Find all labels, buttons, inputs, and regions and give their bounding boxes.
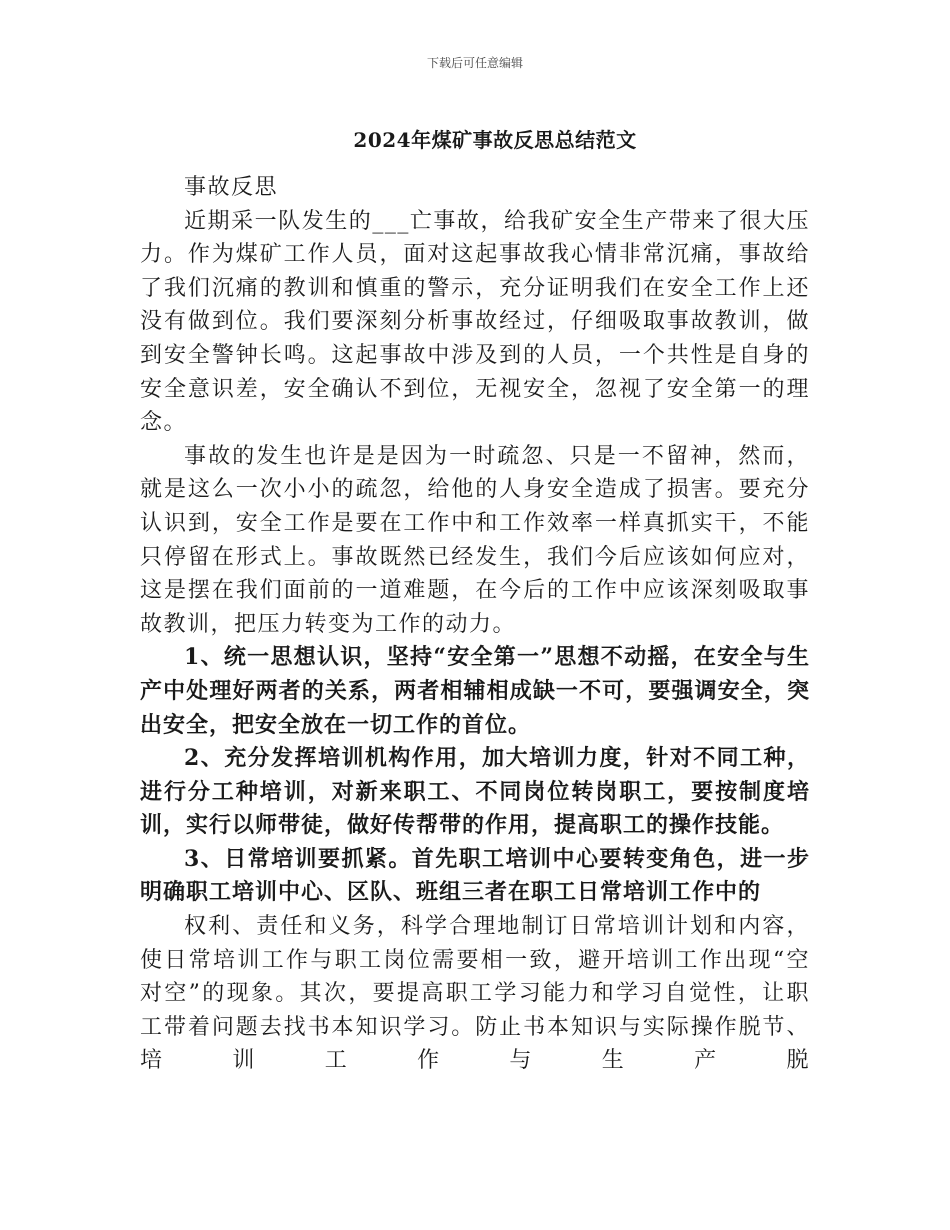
continuation-paragraph: 权利、责任和义务，科学合理地制订日常培训计划和内容，使日常培训工作与职工岗位需要相一致，避开培训工作出现“空对空”的现象。其次，要提高职工学习能力和学习自觉性，让职工带着问题去找书本知识学习。防止书本知识与实际操作脱节、培训工作与生产脱 <box>140 914 810 1074</box>
bold-point-1: 1、统一思想认识，坚持“安全第一”思想不动摇，在安全与生产中处理好两者的关系，两者相辅相成缺一不可，要强调安全，突出安全，把安全放在一切工作的首位。 <box>140 644 810 738</box>
header-note: 下载后可任意编辑 <box>426 56 523 70</box>
section-heading: 事故反思 <box>184 175 279 200</box>
paragraph-2: 事故的发生也许是是因为一时疏忽、只是一不留神，然而，就是这么一次小小的疏忽，给他的人身安全造成了损害。要充分认识到，安全工作是要在工作中和工作效率一样真抓实干，不能只停留在形式上。事故既然已经发生，我们今后应该如何应对，这是摆在我们面前的一道难题，在今后的工作中应该深刻吸取事故教训，把压力转变为工作的动力。 <box>140 443 810 637</box>
bold-point-3: 3、日常培训要抓紧。首先职工培训中心要转变角色，进一步明确职工培训中心、区队、班组三者在职工日常培训工作中的 <box>140 845 810 906</box>
document-body <box>140 171 810 1078</box>
document-title: 2024年煤矿事故反思总结范文 <box>353 128 637 152</box>
paragraph-1: 近期采一队发生的___亡事故，给我矿安全生产带来了很大压力。作为煤矿工作人员，面对这起事故我心情非常沉痛，事故给了我们沉痛的教训和慎重的警示，充分证明我们在安全工作上还没有做到位。我们要深刻分析事故经过，仔细吸取事故教训，做到安全警钟长鸣。这起事故中涉及到的人员，一个共性是自身的安全意识差，安全确认不到位，无视安全，忽视了安全第一的理念。 <box>140 208 810 436</box>
bold-point-2: 2、充分发挥培训机构作用，加大培训力度，针对不同工种，进行分工种培训，对新来职工、不同岗位转岗职工，要按制度培训，实行以师带徒，做好传帮带的作用，提高职工的操作技能。 <box>140 745 810 839</box>
